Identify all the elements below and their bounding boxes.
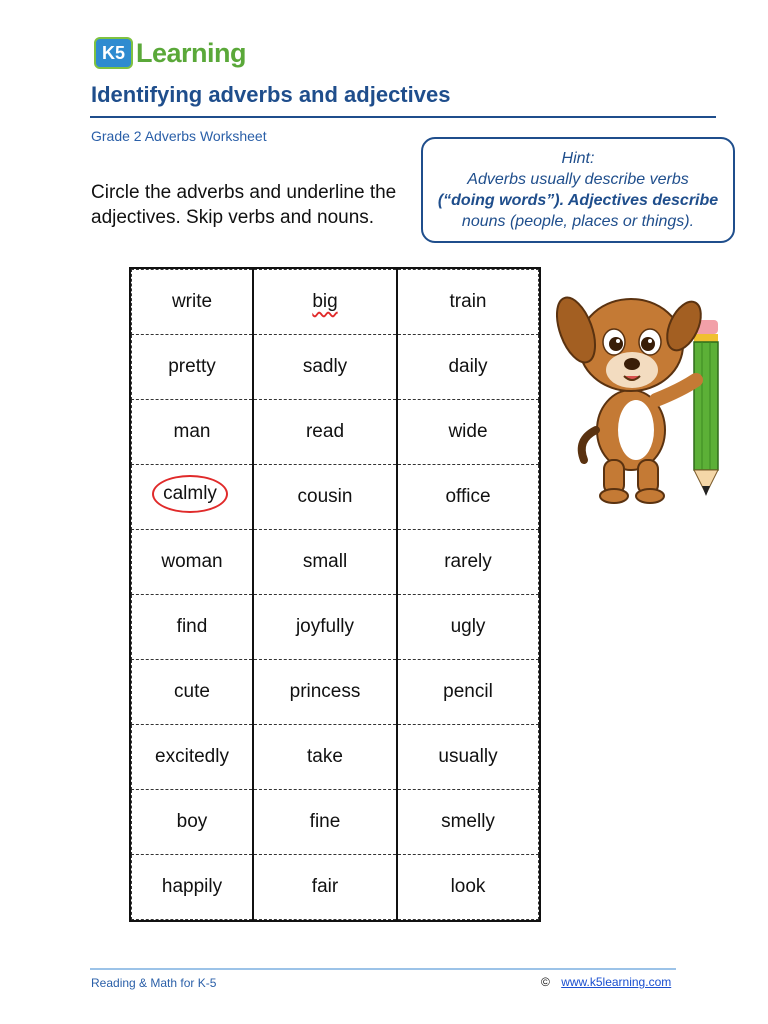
word-cell[interactable] <box>132 335 254 400</box>
word-cell[interactable] <box>253 790 397 855</box>
word-text: big <box>312 291 338 312</box>
word-text: happily <box>161 876 223 897</box>
word-cell[interactable] <box>132 725 254 790</box>
word-text: joyfully <box>295 616 355 637</box>
website-link[interactable]: www.k5learning.com <box>561 975 672 989</box>
word-text: write <box>171 291 213 312</box>
word-text: pencil <box>443 681 493 702</box>
footer-tagline: Reading & Math for K-5 <box>91 976 217 990</box>
word-text: train <box>449 291 487 312</box>
word-cell[interactable] <box>132 465 254 530</box>
word-cell[interactable] <box>253 400 397 465</box>
word-text: read <box>305 421 345 442</box>
word-cell[interactable] <box>397 595 539 660</box>
word-cell[interactable] <box>132 595 254 660</box>
instructions: Circle the adverbs and underline the adjectives. Skip verbs and nouns. <box>91 182 397 228</box>
footer-divider <box>90 968 676 970</box>
table-row <box>132 400 539 465</box>
word-text: smelly <box>441 811 495 832</box>
table-row <box>132 595 539 660</box>
dog-with-pencil-illustration <box>556 280 736 510</box>
word-cell[interactable] <box>132 660 254 725</box>
word-cell[interactable] <box>132 530 254 595</box>
word-cell[interactable] <box>132 790 254 855</box>
word-cell[interactable] <box>253 855 397 920</box>
word-text: sadly <box>302 356 348 377</box>
word-cell[interactable] <box>253 660 397 725</box>
word-cell[interactable] <box>253 270 397 335</box>
word-text: man <box>173 421 211 442</box>
word-cell[interactable] <box>397 725 539 790</box>
word-text: wide <box>448 421 488 442</box>
hint-line-3: nouns (people, places or things). <box>461 213 695 230</box>
word-text: usually <box>438 746 498 767</box>
word-text: take <box>307 746 343 767</box>
word-cell[interactable] <box>253 595 397 660</box>
table-row <box>132 270 539 335</box>
word-cell[interactable] <box>132 400 254 465</box>
title-divider <box>90 116 716 118</box>
word-text: rarely <box>444 551 492 572</box>
word-cell[interactable] <box>253 725 397 790</box>
word-cell[interactable] <box>253 465 397 530</box>
hint-line-1: Adverbs usually describe verbs <box>467 171 689 188</box>
word-cell[interactable] <box>397 335 539 400</box>
logo-box: K5 <box>94 37 133 69</box>
word-cell[interactable] <box>397 270 539 335</box>
word-cell[interactable] <box>397 530 539 595</box>
word-text: ugly <box>450 616 486 637</box>
word-text: small <box>302 551 348 572</box>
word-cell[interactable] <box>132 855 254 920</box>
word-text: fair <box>311 876 339 897</box>
word-text: princess <box>289 681 361 702</box>
table-row <box>132 660 539 725</box>
word-cell[interactable] <box>397 465 539 530</box>
page-title: Identifying adverbs and adjectives <box>91 82 451 107</box>
table-row <box>132 530 539 595</box>
copyright-symbol: © <box>541 975 550 989</box>
page-subtitle: Grade 2 Adverbs Worksheet <box>91 128 267 144</box>
k5-logo <box>94 36 246 70</box>
hint-label: Hint: <box>561 150 595 167</box>
word-cell[interactable] <box>397 855 539 920</box>
word-cell[interactable] <box>397 790 539 855</box>
hint-line-2: (“doing words”). Adjectives describe <box>437 192 719 209</box>
table-row <box>132 790 539 855</box>
table-row <box>132 855 539 920</box>
word-text: boy <box>176 811 208 832</box>
table-row <box>132 335 539 400</box>
word-cell[interactable] <box>397 400 539 465</box>
word-cell[interactable] <box>397 660 539 725</box>
word-text: office <box>445 486 491 507</box>
table-row <box>132 465 539 530</box>
footer-link-group <box>541 975 671 989</box>
word-text: woman <box>161 551 223 572</box>
word-cell[interactable] <box>132 270 254 335</box>
hint-box <box>421 137 735 243</box>
word-text: pretty <box>168 356 216 377</box>
word-text: calmly <box>152 475 228 513</box>
dog-icon <box>556 293 708 503</box>
word-cell[interactable] <box>253 335 397 400</box>
word-cell[interactable] <box>253 530 397 595</box>
logo-text: Learning <box>136 37 247 68</box>
word-text: cousin <box>297 486 353 507</box>
word-text: look <box>450 876 486 897</box>
word-text: daily <box>448 356 488 377</box>
table-row <box>132 725 539 790</box>
word-text: fine <box>309 811 341 832</box>
word-table <box>131 269 539 920</box>
word-text: find <box>176 616 208 637</box>
pencil-icon <box>694 320 718 496</box>
word-text: cute <box>174 681 210 702</box>
word-text: excitedly <box>155 746 229 767</box>
